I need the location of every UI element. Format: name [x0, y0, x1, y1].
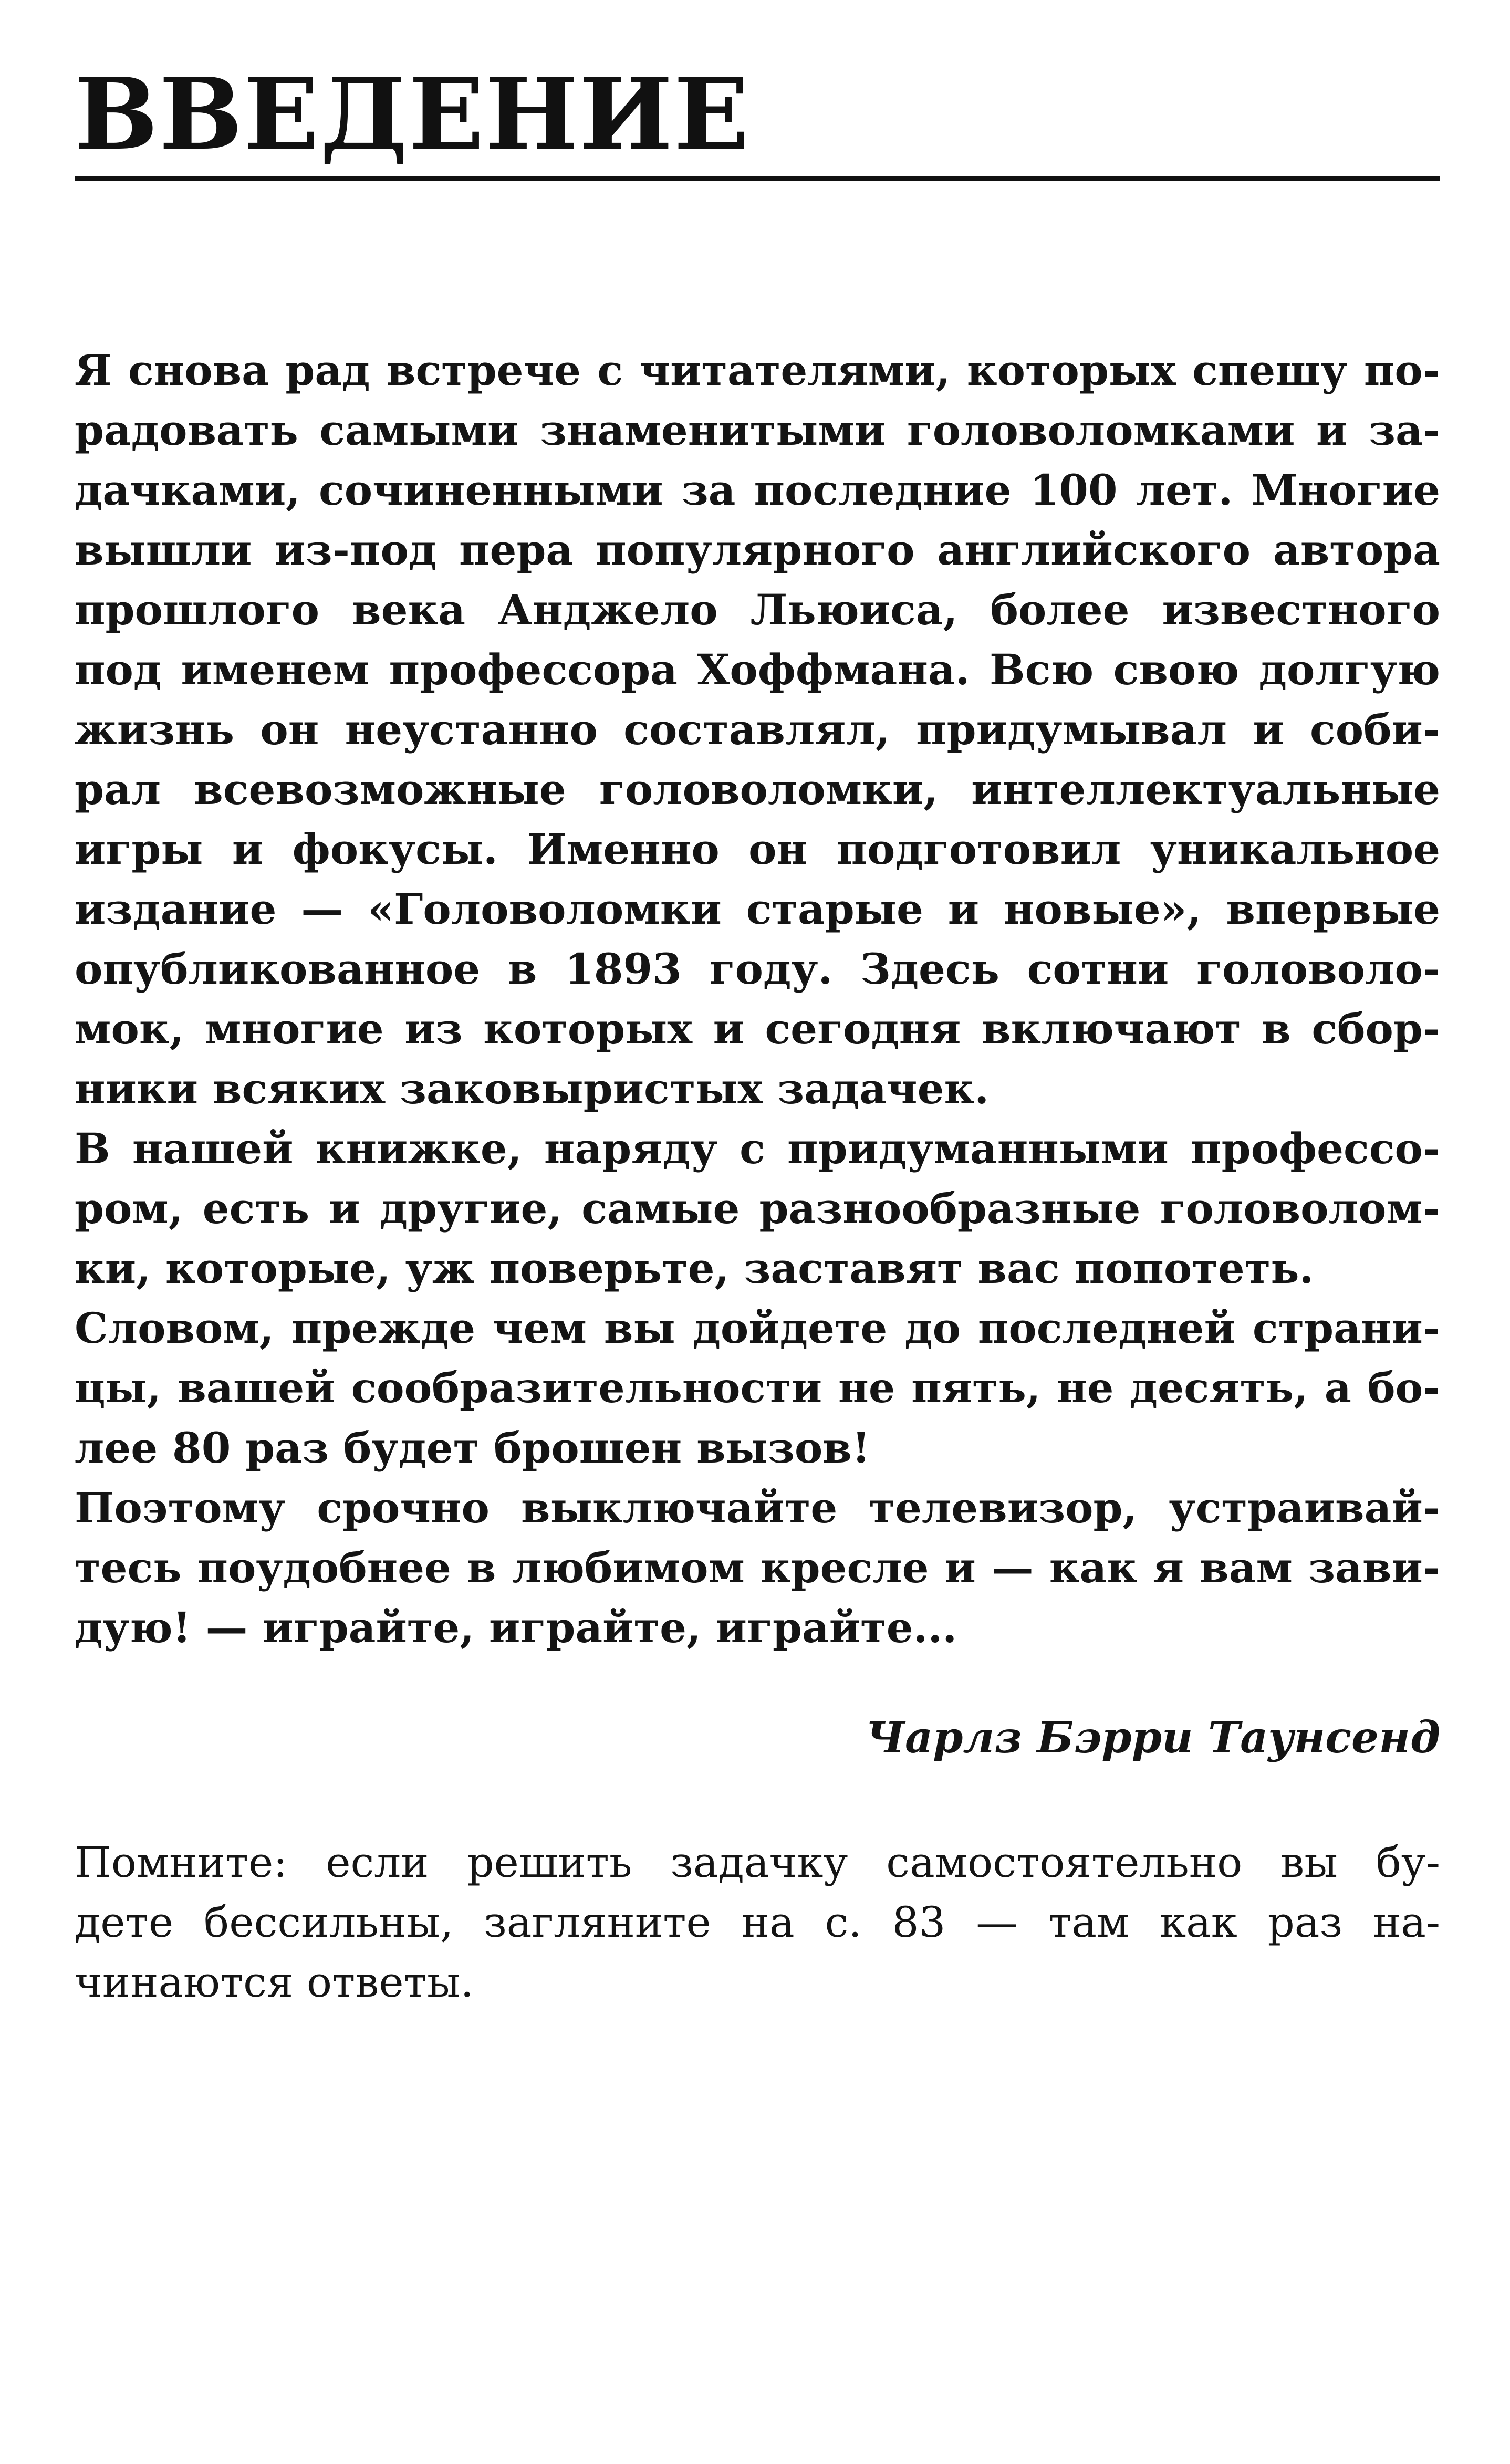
text-line: цы, вашей сообразительности не пять, не десять, а бо- [75, 1363, 1440, 1412]
text-line: дете бессильны, загляните на с. 83 — там как раз на- [75, 1898, 1440, 1947]
intro-text [75, 340, 1440, 1657]
book-page [75, 0, 1440, 2464]
author-signature: Чарлз Бэрри Таунсенд [866, 1713, 1440, 1763]
text-line: ки, которые, уж поверьте, заставят вас попотеть. [75, 1244, 1314, 1293]
text-line: вышли из-под пера популярного английского автора [75, 525, 1440, 575]
text-line: прошлого века Анджело Льюиса, более известного [75, 585, 1440, 634]
text-line: ром, есть и другие, самые разнообразные головолом- [75, 1184, 1440, 1233]
text-line: дую! — играйте, играйте, играйте... [75, 1603, 957, 1652]
text-line: Я снова рад встрече с читателями, которых спешу по- [75, 346, 1440, 395]
text-line: Поэтому срочно выключайте телевизор, устраивай- [75, 1483, 1440, 1532]
text-line: В нашей книжке, наряду с придуманными профессо- [75, 1124, 1440, 1173]
text-line: радовать самыми знаменитыми головоломками и за- [75, 405, 1440, 455]
chapter-heading: ВВЕДЕНИЕ [75, 56, 751, 172]
text-line: ники всяких заковыристых задачек. [75, 1064, 990, 1113]
text-line: опубликованное в 1893 году. Здесь сотни головоло- [75, 944, 1440, 994]
text-line: рал всевозможные головоломки, интеллектуальные [75, 765, 1440, 814]
text-line: игры и фокусы. Именно он подготовил уникальное [75, 824, 1440, 874]
text-line: Словом, прежде чем вы дойдете до последней страни- [75, 1303, 1440, 1353]
text-line: под именем профессора Хоффмана. Всю свою долгую [75, 645, 1440, 694]
heading-underline [75, 176, 1440, 181]
text-line: мок, многие из которых и сегодня включают в сбор- [75, 1004, 1440, 1053]
text-line: издание — «Головоломки старые и новые», впервые [75, 884, 1440, 934]
text-line: лее 80 раз будет брошен вызов! [75, 1423, 870, 1473]
text-line: Помните: если решить задачку самостоятельно вы бу- [75, 1838, 1440, 1887]
text-line: чинаются ответы. [75, 1958, 474, 2007]
text-line: тесь поудобнее в любимом кресле и — как я вам зави- [75, 1543, 1440, 1592]
text-line: жизнь он неустанно составлял, придумывал и соби- [75, 705, 1440, 754]
answers-note [75, 1833, 1440, 2012]
text-line: дачками, сочиненными за последние 100 лет. Многие [75, 465, 1440, 515]
